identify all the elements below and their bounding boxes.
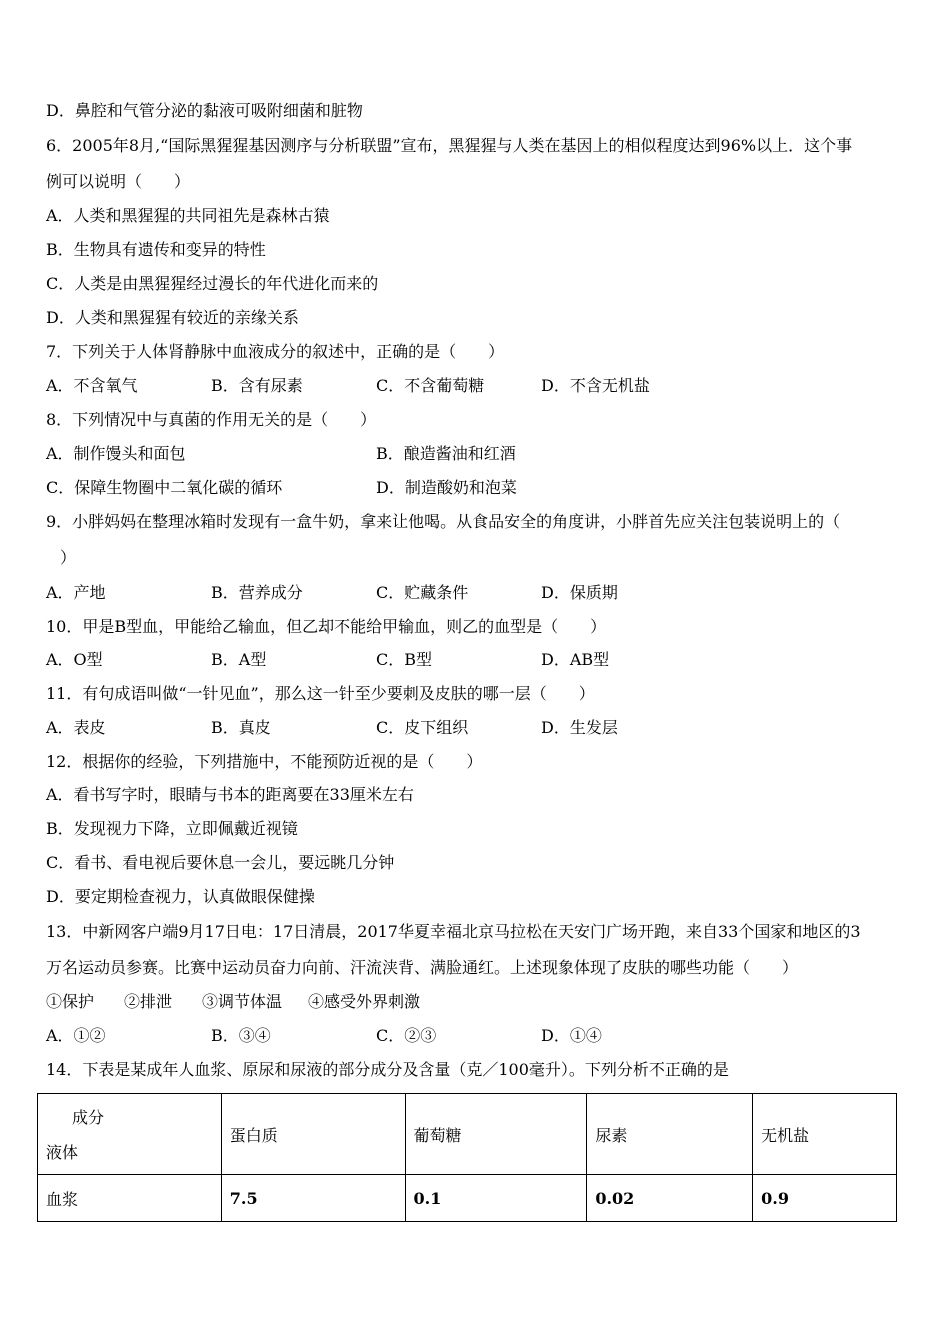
plasma-urea-value: 0.02 [587,1175,753,1222]
q13-option-d: D．①④ [541,1026,602,1045]
q10-option-d: D．AB型 [541,650,610,669]
plasma-glucose-value: 0.1 [405,1175,587,1222]
plasma-protein-value: 7.5 [221,1175,405,1222]
q12-stem: 12．根据你的经验，下列措施中，不能预防近视的是（ ） [46,752,483,771]
q13-function-3: ③调节体温 [202,992,283,1011]
q11-option-d: D．生发层 [541,718,618,737]
q13-option-c: C．②③ [376,1026,437,1045]
q6-option-d: D．人类和黑猩猩有较近的亲缘关系 [46,308,299,327]
q11-option-a: A．表皮 [46,718,106,737]
column-header-salt: 无机盐 [753,1094,897,1175]
q13-function-2: ②排泄 [124,992,173,1011]
q13-function-1: ①保护 [46,992,95,1011]
q9-option-d: D．保质期 [541,583,618,602]
q9-option-c: C．贮藏条件 [376,583,469,602]
q12-option-b: B．发现视力下降，立即佩戴近视镜 [46,819,298,838]
table-row [38,1175,897,1222]
q8-option-b: B．酿造酱油和红酒 [376,444,516,463]
q10-option-c: C．B型 [376,650,433,669]
table-header-row [38,1094,897,1175]
header-liquid-label: 液体 [46,1143,79,1162]
q10-option-a: A．O型 [46,650,103,669]
q11-option-b: B．真皮 [211,718,271,737]
q5-option-d: D．鼻腔和气管分泌的黏液可吸附细菌和脏物 [46,101,363,120]
q6-option-a: A．人类和黑猩猩的共同祖先是森林古猿 [46,206,330,225]
composition-table [37,1093,897,1222]
column-header-protein: 蛋白质 [221,1094,405,1175]
column-header-urea: 尿素 [587,1094,753,1175]
column-header-glucose: 葡萄糖 [405,1094,587,1175]
q8-option-a: A．制作馒头和面包 [46,444,186,463]
q13-stem-line-1: 13．中新网客户端9月17日电：17日清晨，2017华夏幸福北京马拉松在天安门广场开跑，来自33个国家和地区的3 [46,922,861,941]
q10-option-b: B．A型 [211,650,267,669]
q12-option-d: D．要定期检查视力，认真做眼保健操 [46,887,315,906]
q14-stem: 14．下表是某成年人血浆、原尿和尿液的部分成分及含量（克／100毫升）。下列分析不正确的是 [46,1060,729,1079]
q13-option-a: A．①② [46,1026,106,1045]
header-component-label: 成分 [72,1108,105,1127]
q11-stem: 11．有句成语叫做“一针见血”，那么这一针至少要刺及皮肤的哪一层（ ） [46,684,595,703]
q13-function-4: ④感受外界刺激 [308,992,421,1011]
q7-stem: 7．下列关于人体肾静脉中血液成分的叙述中，正确的是（ ） [46,342,505,361]
q6-option-b: B．生物具有遗传和变异的特性 [46,240,266,259]
q13-option-b: B．③④ [211,1026,271,1045]
q6-option-c: C．人类是由黑猩猩经过漫长的年代进化而来的 [46,274,379,293]
q11-option-c: C．皮下组织 [376,718,469,737]
q9-option-a: A．产地 [46,583,106,602]
q7-option-b: B．含有尿素 [211,376,303,395]
q6-stem-line-1: 6．2005年8月,“国际黑猩猩基因测序与分析联盟”宣布，黑猩猩与人类在基因上的相似程度达到96%以上．这个事 [46,136,853,155]
q12-option-c: C．看书、看电视后要休息一会儿，要远眺几分钟 [46,853,395,872]
q8-option-d: D．制造酸奶和泡菜 [376,478,517,497]
q10-stem: 10．甲是B型血，甲能给乙输血，但乙却不能给甲输血，则乙的血型是（ ） [46,617,607,636]
q12-option-a: A．看书写字时，眼睛与书本的距离要在33厘米左右 [46,785,414,804]
plasma-salt-value: 0.9 [753,1175,897,1222]
q7-option-c: C．不含葡萄糖 [376,376,485,395]
q13-stem-line-2: 万名运动员参赛。比赛中运动员奋力向前、汗流浃背、满脸通红。上述现象体现了皮肤的哪些功能（ ） [46,958,799,977]
q8-option-c: C．保障生物圈中二氧化碳的循环 [46,478,283,497]
q7-option-d: D．不含无机盐 [541,376,650,395]
q7-option-a: A．不含氧气 [46,376,138,395]
q9-option-b: B．营养成分 [211,583,303,602]
row-label-plasma: 血浆 [38,1175,222,1222]
q8-stem: 8．下列情况中与真菌的作用无关的是（ ） [46,410,377,429]
table-corner-cell [38,1094,222,1175]
q6-stem-line-2: 例可以说明（ ） [46,172,191,191]
q9-stem-line-2: ） [60,548,77,567]
q9-stem-line-1: 9．小胖妈妈在整理冰箱时发现有一盒牛奶，拿来让他喝。从食品安全的角度讲，小胖首先应关注包装说明上的（ [46,512,841,531]
